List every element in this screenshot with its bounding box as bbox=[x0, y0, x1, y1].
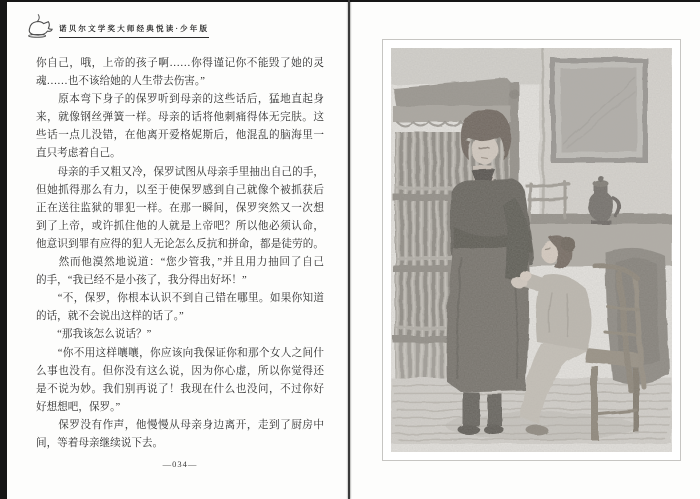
page-number: —034— bbox=[162, 459, 198, 469]
text-line: 是不说为妙。我们别再说了！我现在什么也没问，不过你好 bbox=[36, 383, 324, 395]
text-line: 他意识到罪有应得的犯人无论怎么反抗和拼命，都是徒劳的。 bbox=[36, 238, 324, 250]
text-line: 魂……也不该给她的人生带去伤害。” bbox=[36, 76, 205, 88]
text-line: 正在送往监狱的罪犯一样。在那一瞬间，保罗突然又一次想 bbox=[36, 202, 324, 214]
text-line: 的话，就不会说出这样的话了。” bbox=[36, 311, 184, 323]
text-line: 但她抓得那么有力，以至于使保罗感到自己就像个被抓获后 bbox=[36, 184, 324, 196]
body-text bbox=[36, 55, 324, 453]
text-line: “你不用这样嚷嚷，你应该向我保证你和那个女人之间什 bbox=[36, 347, 324, 359]
text-line: 间，等着母亲继续说下去。 bbox=[36, 437, 164, 449]
series-title: 诺贝尔文学奖大师经典悦读·少年版 bbox=[59, 23, 209, 38]
text-line: 原本弯下身子的保罗听到母亲的这些话后，猛地直起身 bbox=[36, 94, 324, 106]
oil-lamp-icon bbox=[24, 13, 54, 38]
book-binding-edge bbox=[0, 0, 7, 499]
text-line: 然而他漠然地说道：“您少管我，”并且用力抽回了自己 bbox=[36, 257, 324, 269]
pencil-grain-overlay bbox=[391, 48, 672, 452]
text-line: 么事也没有。但你没有这么说，因为你心虚，所以你觉得还 bbox=[36, 365, 324, 377]
text-line: “那我该怎么说话？” bbox=[36, 329, 152, 341]
text-line: 直只考虑着自己。 bbox=[36, 148, 121, 160]
text-line: “不，保罗，你根本认识不到自己错在哪里。如果你知道 bbox=[36, 293, 324, 305]
text-line: 你自己，哦，上帝的孩子啊……你得谨记你不能毁了她的灵 bbox=[36, 58, 324, 69]
pencil-illustration bbox=[391, 48, 672, 452]
series-header bbox=[24, 13, 209, 38]
text-line: 些话一点儿没错，在他离开爱格妮斯后，他混乱的脑海里一 bbox=[36, 130, 324, 142]
text-line: 母亲的手又粗又冷，保罗试图从母亲手里抽出自己的手， bbox=[36, 166, 324, 178]
text-line: 的手，“我已经不是小孩了，我分得出好坏！” bbox=[36, 275, 247, 287]
book-top-edge bbox=[0, 0, 700, 2]
page-gutter bbox=[348, 0, 350, 499]
text-line: 保罗没有作声，他慢慢从母亲身边离开，走到了厨房中 bbox=[36, 419, 324, 431]
text-line: 到了上帝，或许抓住他的人就是上帝吧？所以他必须认命， bbox=[36, 220, 324, 232]
text-line: 好想想吧，保罗。” bbox=[36, 401, 121, 413]
illustration-frame bbox=[382, 39, 681, 461]
text-line: 来，就像钢丝弹簧一样。母亲的话将他刺痛得体无完肤。这 bbox=[36, 112, 324, 124]
